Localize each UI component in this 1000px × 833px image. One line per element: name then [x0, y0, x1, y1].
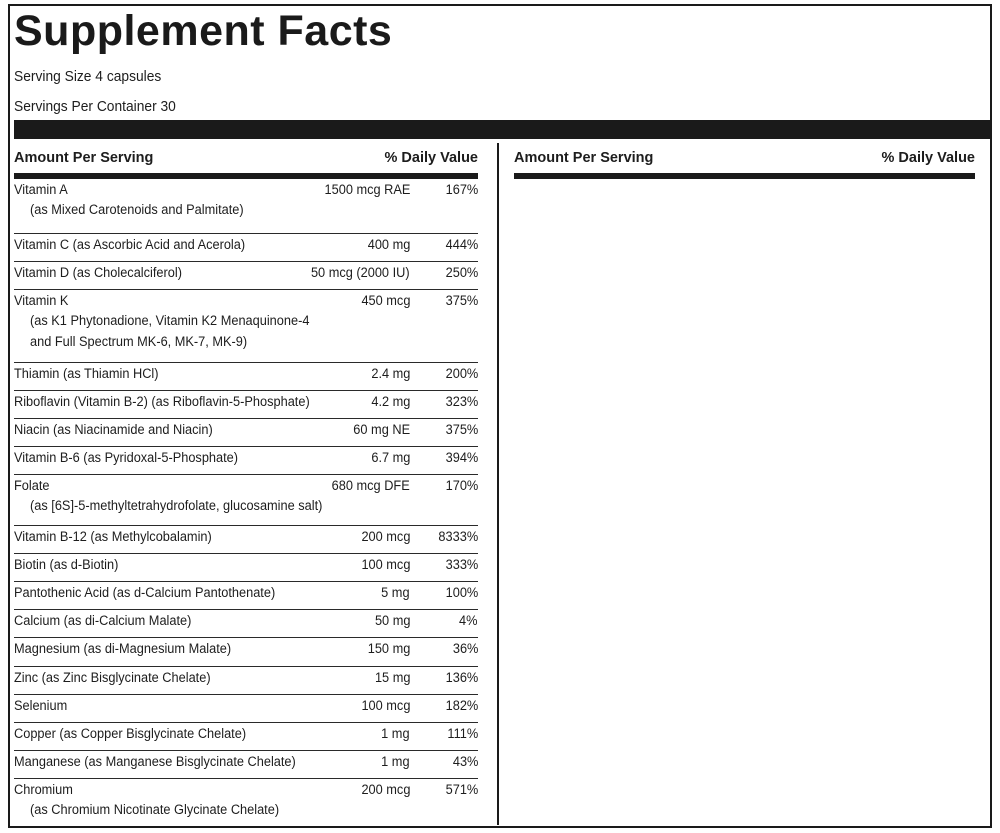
nutrient-amount: 450 mcg — [361, 293, 410, 309]
nutrient-amount: 1 mg — [381, 726, 410, 742]
right-column — [514, 143, 975, 179]
nutrient-name: Vitamin B-12 (as Methylcobalamin) — [14, 529, 212, 545]
nutrient-daily-value: 323% — [445, 394, 478, 410]
nutrient-amount: 680 mcg DFE — [331, 478, 410, 494]
nutrient-row — [14, 447, 478, 475]
nutrient-name: Riboflavin (Vitamin B-2) (as Riboflavin-5-Phosphate) — [14, 394, 310, 410]
nutrient-daily-value: 444% — [445, 237, 478, 253]
nutrient-row — [14, 526, 478, 554]
nutrient-daily-value: 100% — [445, 585, 478, 601]
nutrient-detail: and Full Spectrum MK-6, MK-7, MK-9) — [30, 334, 248, 350]
nutrient-amount: 400 mg — [367, 237, 410, 253]
nutrient-detail: (as [6S]-5-methyltetrahydrofolate, glucosamine salt) — [30, 498, 323, 514]
nutrient-row — [14, 419, 478, 447]
nutrient-amount: 200 mcg — [361, 782, 410, 798]
nutrient-amount: 50 mcg (2000 IU) — [311, 265, 410, 281]
nutrient-daily-value: 333% — [445, 557, 478, 573]
nutrient-daily-value: 111% — [447, 726, 478, 742]
nutrient-name: Vitamin B-6 (as Pyridoxal-5-Phosphate) — [14, 450, 239, 466]
right-header — [514, 143, 975, 179]
panel-title: Supplement Facts — [14, 7, 393, 55]
nutrient-row — [14, 290, 478, 363]
nutrient-amount: 60 mg NE — [353, 422, 410, 438]
nutrient-name: Zinc (as Zinc Bisglycinate Chelate) — [14, 670, 211, 686]
nutrient-row — [14, 554, 478, 582]
amount-per-serving-heading: Amount Per Serving — [14, 150, 154, 166]
left-column — [14, 143, 478, 829]
nutrient-amount: 50 mg — [374, 613, 410, 629]
nutrient-row — [14, 779, 478, 829]
nutrient-row — [14, 475, 478, 526]
nutrient-daily-value: 200% — [445, 366, 478, 382]
nutrient-daily-value: 36% — [452, 641, 478, 657]
nutrient-amount: 4.2 mg — [370, 394, 410, 410]
nutrient-amount: 100 mcg — [361, 698, 410, 714]
top-thick-bar — [14, 120, 990, 139]
nutrient-daily-value: 170% — [445, 478, 478, 494]
nutrient-daily-value: 136% — [445, 670, 478, 686]
nutrient-daily-value: 375% — [445, 293, 478, 309]
nutrient-daily-value: 571% — [445, 782, 478, 798]
nutrient-name: Vitamin D (as Cholecalciferol) — [14, 265, 182, 281]
nutrient-amount: 5 mg — [381, 585, 410, 601]
nutrient-daily-value: 250% — [445, 265, 478, 281]
nutrient-row — [14, 582, 478, 610]
nutrient-daily-value: 8333% — [438, 529, 478, 545]
nutrient-row — [14, 695, 478, 723]
nutrient-detail: (as K1 Phytonadione, Vitamin K2 Menaquinone-4 — [30, 313, 310, 329]
nutrient-row — [14, 723, 478, 751]
nutrient-detail: (as Chromium Nicotinate Glycinate Chelate) — [30, 802, 280, 818]
nutrient-name: Thiamin (as Thiamin HCl) — [14, 366, 159, 382]
nutrient-daily-value: 375% — [445, 422, 478, 438]
nutrient-amount: 2.4 mg — [370, 366, 410, 382]
nutrient-name: Vitamin A — [14, 182, 68, 198]
nutrient-name: Calcium (as di-Calcium Malate) — [14, 613, 192, 629]
nutrient-amount: 100 mcg — [361, 557, 410, 573]
nutrient-name: Copper (as Copper Bisglycinate Chelate) — [14, 726, 247, 742]
nutrient-name: Vitamin K — [14, 293, 69, 309]
nutrient-detail: (as Mixed Carotenoids and Palmitate) — [30, 202, 244, 218]
nutrient-row — [14, 610, 478, 638]
nutrient-amount: 15 mg — [374, 670, 410, 686]
nutrient-amount: 6.7 mg — [370, 450, 410, 466]
nutrient-name: Selenium — [14, 698, 68, 714]
nutrient-amount: 1500 mcg RAE — [324, 182, 410, 198]
servings-per-container: Servings Per Container 30 — [14, 98, 176, 115]
nutrient-amount: 200 mcg — [361, 529, 410, 545]
nutrient-name: Magnesium (as di-Magnesium Malate) — [14, 641, 232, 657]
daily-value-heading: % Daily Value — [881, 150, 975, 166]
nutrient-row — [14, 638, 478, 667]
column-divider — [497, 143, 499, 825]
nutrient-name: Niacin (as Niacinamide and Niacin) — [14, 422, 213, 438]
nutrient-daily-value: 4% — [459, 613, 478, 629]
nutrient-row — [14, 234, 478, 262]
nutrient-row — [14, 179, 478, 234]
nutrient-row — [14, 391, 478, 419]
nutrient-row — [14, 667, 478, 695]
nutrient-row — [14, 363, 478, 391]
nutrient-daily-value: 182% — [445, 698, 478, 714]
nutrient-name: Folate — [14, 478, 50, 494]
nutrient-name: Chromium — [14, 782, 73, 798]
nutrient-row — [14, 262, 478, 290]
serving-size: Serving Size 4 capsules — [14, 68, 162, 85]
nutrient-name: Pantothenic Acid (as d-Calcium Pantothenate) — [14, 585, 276, 601]
nutrient-daily-value: 167% — [445, 182, 478, 198]
nutrient-amount: 150 mg — [367, 641, 410, 657]
nutrient-name: Biotin (as d-Biotin) — [14, 557, 119, 573]
nutrient-amount: 1 mg — [381, 754, 410, 770]
nutrient-name: Vitamin C (as Ascorbic Acid and Acerola) — [14, 237, 246, 253]
amount-per-serving-heading: Amount Per Serving — [514, 150, 654, 166]
nutrient-daily-value: 394% — [445, 450, 478, 466]
nutrient-name: Manganese (as Manganese Bisglycinate Chelate) — [14, 754, 296, 770]
nutrient-row — [14, 751, 478, 779]
nutrient-daily-value: 43% — [452, 754, 478, 770]
left-header — [14, 143, 478, 179]
daily-value-heading: % Daily Value — [384, 150, 478, 166]
